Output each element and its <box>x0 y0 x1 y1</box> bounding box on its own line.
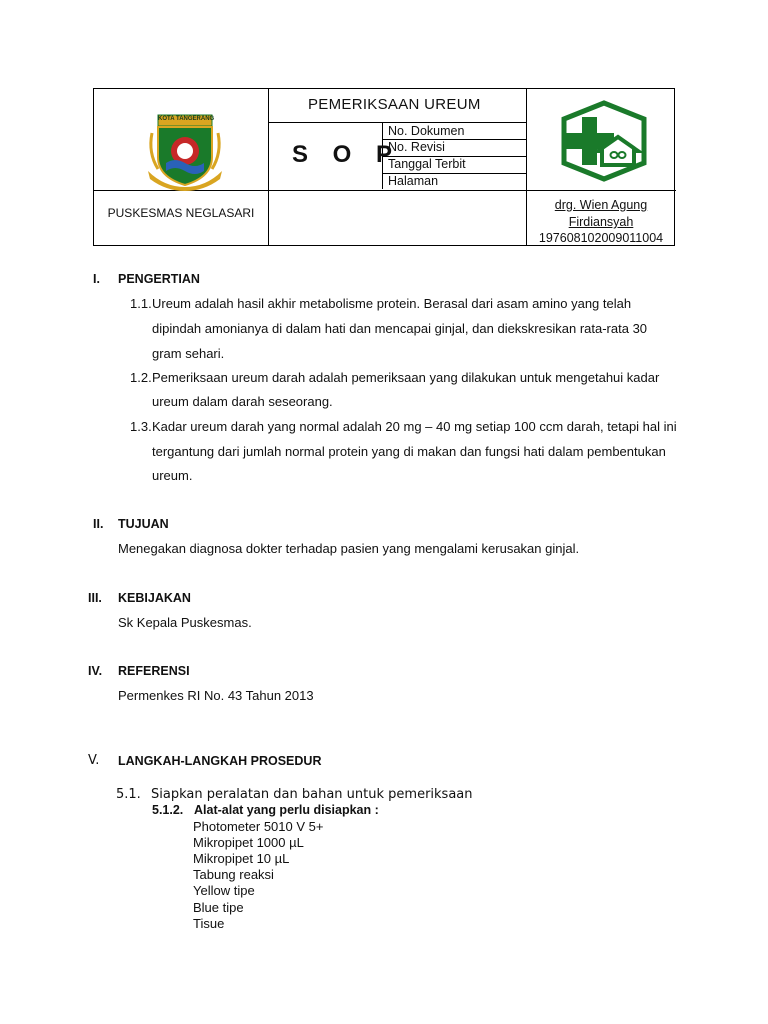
paragraph-line: dipindah amonianya di dalam hati dan mencapai ginjal, dan diekskresikan rata-rata 30 <box>152 321 648 336</box>
meta-label-no-dokumen: No. Dokumen <box>388 124 465 138</box>
paragraph-line: ureum dalam darah seseorang. <box>152 394 333 409</box>
section-number: IV. <box>88 664 103 678</box>
divider <box>268 122 526 123</box>
section-number: V. <box>88 753 100 768</box>
meta-label-halaman: Halaman <box>388 174 439 188</box>
substep-number: 5.1.2. <box>152 803 184 817</box>
meta-label-tanggal-terbit: Tanggal Terbit <box>388 157 466 171</box>
signer-name-line2: Firdiansyah <box>568 215 634 229</box>
section-title-pengertian: PENGERTIAN <box>118 272 200 286</box>
tool-item: Yellow tipe <box>193 883 255 898</box>
paragraph-line: Ureum adalah hasil akhir metabolisme protein. Berasal dari asam amino yang telah <box>152 296 632 311</box>
paragraph-line: gram sehari. <box>152 346 225 361</box>
section-title-langkah: LANGKAH-LANGKAH PROSEDUR <box>118 754 322 768</box>
section-title-referensi: REFERENSI <box>118 664 190 678</box>
item-number: 1.3. <box>130 419 152 434</box>
org-name: PUSKESMAS NEGLASARI <box>107 206 255 220</box>
divider <box>268 89 269 245</box>
section-number: II. <box>93 517 104 531</box>
item-number: 1.2. <box>130 370 152 385</box>
tool-item: Photometer 5010 V 5+ <box>193 819 324 834</box>
section-number: I. <box>93 272 100 286</box>
paragraph-line: ureum. <box>152 468 193 483</box>
kota-tangerang-logo-icon <box>144 113 226 191</box>
document-title: PEMERIKSAAN UREUM <box>308 96 481 113</box>
logo-caption: KOTA TANGERANG <box>158 116 215 122</box>
signer-name-line1: drg. Wien Agung <box>554 198 648 212</box>
section-number: III. <box>88 591 102 605</box>
paragraph-line: Kadar ureum darah yang normal adalah 20 mg – 40 mg setiap 100 ccm darah, tetapi hal ini <box>152 419 677 434</box>
section-text-referensi: Permenkes RI No. 43 Tahun 2013 <box>118 688 314 703</box>
sop-header-table <box>93 88 675 246</box>
tool-item: Tisue <box>193 916 225 931</box>
section-title-tujuan: TUJUAN <box>118 517 169 531</box>
substep-title: Alat-alat yang perlu disiapkan : <box>194 803 379 817</box>
step-number: 5.1. <box>116 787 141 802</box>
tool-item: Tabung reaksi <box>193 867 274 882</box>
sop-label: S O P <box>292 141 402 168</box>
paragraph-line: tergantung dari jumlah normal protein yang di makan dan fungsi hati dalam pembentukan <box>152 444 666 459</box>
tool-item: Mikropipet 1000 µL <box>193 835 304 850</box>
tool-item: Mikropipet 10 µL <box>193 851 290 866</box>
step-text: Siapkan peralatan dan bahan untuk pemeriksaan <box>151 787 473 802</box>
item-number: 1.1. <box>130 296 152 311</box>
tool-item: Blue tipe <box>193 900 244 915</box>
puskesmas-logo-icon <box>558 99 650 183</box>
section-text-kebijakan: Sk Kepala Puskesmas. <box>118 615 252 630</box>
section-title-kebijakan: KEBIJAKAN <box>118 591 191 605</box>
paragraph-line: Pemeriksaan ureum darah adalah pemeriksaan yang dilakukan untuk mengetahui kadar <box>152 370 660 385</box>
section-text-tujuan: Menegakan diagnosa dokter terhadap pasien yang mengalami kerusakan ginjal. <box>118 541 580 556</box>
meta-label-no-revisi: No. Revisi <box>388 140 445 154</box>
signer-id: 197608102009011004 <box>538 231 664 245</box>
